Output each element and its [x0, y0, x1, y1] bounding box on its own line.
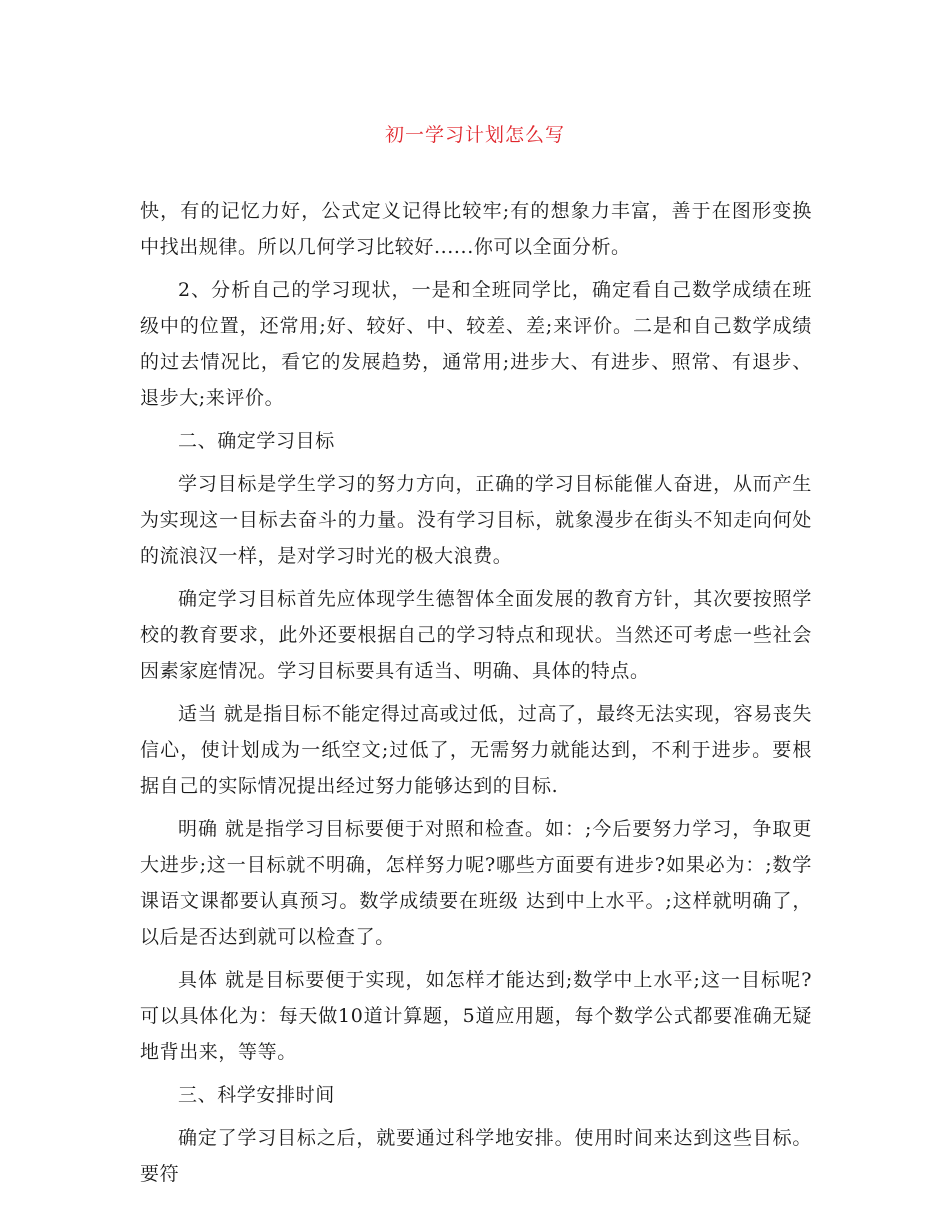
paragraph-continued: 快，有的记忆力好，公式定义记得比较牢;有的想象力丰富，善于在图形变换中找出规律。所以几何学习比较好......你可以全面分析。 [140, 200, 812, 258]
section-heading-time: 三、科学安排时间 [178, 1084, 335, 1106]
document-body [140, 193, 812, 1199]
section-heading-goals: 二、确定学习目标 [178, 430, 335, 452]
paragraph-goal-importance: 学习目标是学生学习的努力方向，正确的学习目标能催人奋进，从而产生为实现这一目标去奋斗的力量。没有学习目标，就象漫步在街头不知走向何处的流浪汉一样，是对学习时光的极大浪费。 [140, 473, 812, 567]
paragraph-analysis-status: 2、分析自己的学习现状，一是和全班同学比，确定看自己数学成绩在班级中的位置，还常用;好、较好、中、较差、差;来评价。二是和自己数学成绩的过去情况比，看它的发展趋势，通常用;进步大、有进步、照常、有退步、退步大;来评价。 [140, 279, 812, 409]
paragraph-clear: 明确 就是指学习目标要便于对照和检查。如：;今后要努力学习，争取更大进步;这一目标就不明确，怎样努力呢?哪些方面要有进步?如果必为：;数学课语文课都要认真预习。数学成绩要在班级 达到中上水平。;这样就明确了，以后是否达到就可以检查了。 [140, 818, 812, 948]
paragraph-goal-setting: 确定学习目标首先应体现学生德智体全面发展的教育方针，其次要按照学校的教育要求，此外还要根据自己的学习特点和现状。当然还可考虑一些社会因素家庭情况。学习目标要具有适当、明确、具体的特点。 [140, 588, 812, 682]
document-title: 初一学习计划怎么写 [384, 124, 565, 146]
paragraph-time-intro: 确定了学习目标之后，就要通过科学地安排。使用时间来达到这些目标。要符 [140, 1127, 812, 1185]
paragraph-appropriate: 适当 就是指目标不能定得过高或过低，过高了，最终无法实现，容易丧失信心，使计划成为一纸空文;过低了，无需努力就能达到，不利于进步。要根据自己的实际情况提出经过努力能够达到的目标. [140, 703, 812, 797]
paragraph-specific: 具体 就是目标要便于实现，如怎样才能达到;数学中上水平;这一目标呢?可以具体化为：每天做10道计算题，5道应用题，每个数学公式都要准确无疑地背出来，等等。 [140, 969, 812, 1063]
